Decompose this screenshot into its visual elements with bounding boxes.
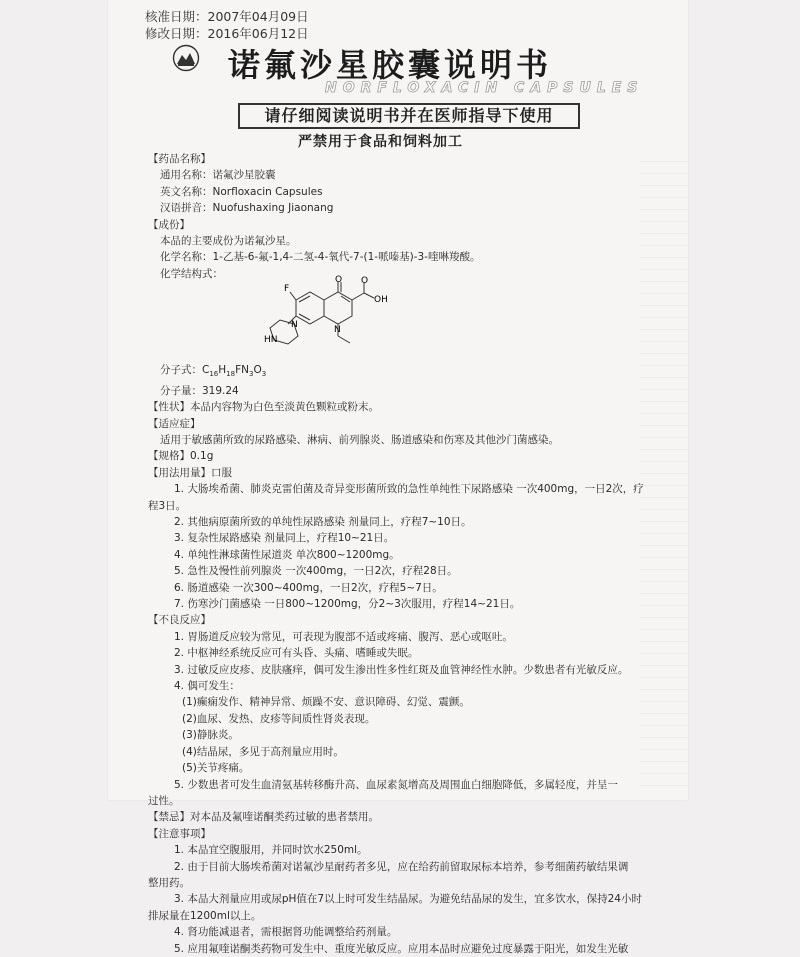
- revise-date: 修改日期：2016年06月12日: [145, 26, 309, 41]
- adverse-sub-item: (5)关节疼痛。: [182, 762, 250, 775]
- precaution-item: 2. 由于目前大肠埃希菌对诺氟沙星耐药者多见，应在给药前留取尿标本培养，参考细菌药敏结果调: [174, 860, 629, 873]
- dosage-item: 6. 肠道感染 一次300~400mg，一日2次，疗程5~7日。: [174, 581, 443, 594]
- formula-h-prefix: H: [218, 364, 227, 377]
- english-subtitle: NORFLOXACIN CAPSULES: [325, 80, 644, 96]
- dosage-item: 7. 伤寒沙门菌感染 一日800~1200mg，分2~3次服用，疗程14~21日。: [174, 598, 521, 611]
- adverse-sub-item: (1)癫痫发作、精神异常、烦躁不安、意识障碍、幻觉、震颤。: [182, 696, 470, 709]
- atom-n1-label: N: [291, 320, 298, 331]
- section-dosage: 【用法用量】口服: [148, 466, 232, 479]
- dosage-item: 4. 单纯性淋球菌性尿道炎 单次800~1200mg。: [174, 548, 400, 561]
- formula-o: 3: [261, 370, 267, 379]
- molecular-formula: [148, 362, 668, 383]
- atom-o2-label: O: [361, 276, 369, 287]
- dosage-item: 2. 其他病原菌所致的单纯性尿路感染 剂量同上，疗程7~10日。: [174, 516, 472, 528]
- precaution-item: 1. 本品宜空腹服用，并同时饮水250ml。: [174, 844, 368, 857]
- molecular-weight: 分子量：319.24: [160, 384, 239, 397]
- section-ingredients: 【成份】: [148, 218, 190, 231]
- adverse-item: 4. 偶可发生：: [174, 680, 240, 693]
- approve-date: 核准日期：2007年04月09日: [145, 9, 309, 24]
- main-ingredient: 本品的主要成份为诺氟沙星。: [160, 235, 297, 248]
- english-name: 英文名称：Norfloxacin Capsules: [160, 185, 323, 198]
- adverse-sub-item: (4)结晶尿，多见于高剂量应用时。: [182, 745, 344, 758]
- adverse-item: 5. 少数患者可发生血清氨基转移酶升高、血尿素氮增高及周围血白细胞降低，多属轻度，并呈一: [174, 778, 618, 791]
- formula-h: 18: [226, 370, 236, 379]
- adverse-item-cont: 过性。: [148, 794, 180, 807]
- formula-o-prefix: O: [253, 364, 262, 377]
- precaution-item: 5. 应用氟喹诺酮类药物可发生中、重度光敏反应。应用本品时应避免过度暴露于阳光，如发生光敏: [174, 942, 629, 955]
- formula-c: 16: [209, 370, 219, 379]
- generic-name: 通用名称：诺氟沙星胶囊: [160, 169, 276, 182]
- indications-text: 适用于敏感菌所致的尿路感染、淋病、前列腺炎、肠道感染和伤寒及其他沙门菌感染。: [160, 433, 559, 446]
- date-block: [145, 8, 309, 42]
- precaution-item-cont: 排尿量在1200ml以上。: [148, 909, 262, 922]
- dosage-item: 5. 急性及慢性前列腺炎 一次400mg，一日2次，疗程28日。: [174, 565, 458, 578]
- atom-o-label: O: [335, 275, 343, 286]
- usage-warning-box: 请仔细阅读说明书并在医师指导下使用: [238, 103, 580, 129]
- document-title: 诺氟沙星胶囊说明书: [228, 46, 553, 84]
- dosage-item: 1. 大肠埃希菌、肺炎克雷伯菌及奇异变形菌所致的急性单纯性下尿路感染 一次400mg，一日2次，疗: [174, 483, 644, 496]
- atom-f-label: F: [284, 284, 290, 295]
- chemical-name: 化学名称：1-乙基-6-氟-1,4-二氢-4-氧代-7-(1-哌嗪基)-3-喹啉羧酸。: [160, 251, 481, 264]
- atom-hn-label: HN: [264, 335, 278, 346]
- adverse-sub-item: (2)血尿、发热、皮疹等间质性肾炎表现。: [182, 712, 376, 725]
- section-indications: 【适应症】: [148, 417, 201, 430]
- adverse-sub-item: (3)静脉炎。: [182, 729, 239, 742]
- chemical-structure-label: 化学结构式：: [160, 267, 223, 280]
- ring-n-label: N: [334, 325, 341, 336]
- precaution-item: 4. 肾功能减退者，需根据肾功能调整给药剂量。: [174, 926, 398, 939]
- section-contraindications: 【禁忌】对本品及氟喹诺酮类药过敏的患者禁用。: [148, 811, 379, 824]
- leaflet-body: [148, 151, 668, 957]
- adverse-item: 1. 胃肠道反应较为常见，可表现为腹部不适或疼痛、腹泻、恶心或呕吐。: [174, 630, 513, 643]
- section-spec: 【规格】0.1g: [148, 450, 214, 463]
- precaution-item-cont: 整用药。: [148, 876, 190, 889]
- section-drug-name: 【药品名称】: [148, 153, 211, 165]
- section-property: 【性状】本品内容物为白色至淡黄色颗粒或粉末。: [148, 401, 379, 414]
- structure-diagram: [264, 275, 406, 364]
- formula-n: 3: [249, 370, 254, 379]
- adverse-item: 2. 中枢神经系统反应可有头昏、头痛、嗜睡或失眠。: [174, 647, 419, 660]
- precaution-item: 3. 本品大剂量应用或尿pH值在7以上时可发生结晶尿。为避免结晶尿的发生，宜多饮水，保持24小时: [174, 893, 642, 906]
- company-emblem-icon: [172, 44, 200, 72]
- dosage-item: 3. 复杂性尿路感染 剂量同上，疗程10~21日。: [174, 532, 395, 545]
- adverse-item: 3. 过敏反应皮疹、皮肤瘙痒，偶可发生渗出性多性红斑及血管神经性水肿。少数患者有光敏反应。: [174, 663, 629, 676]
- pinyin-name: 汉语拼音：Nuofushaxing Jiaonang: [160, 202, 334, 215]
- chemical-structure: [148, 275, 668, 362]
- section-precautions: 【注意事项】: [148, 827, 211, 840]
- formula-prefix: 分子式：C: [160, 364, 210, 377]
- ban-notice: 严禁用于食品和饲料加工: [298, 134, 463, 150]
- section-adverse: 【不良反应】: [148, 614, 211, 627]
- dosage-item: 程3日。: [148, 499, 187, 512]
- formula-rest: FN: [235, 364, 249, 377]
- atom-oh-label: OH: [374, 295, 388, 306]
